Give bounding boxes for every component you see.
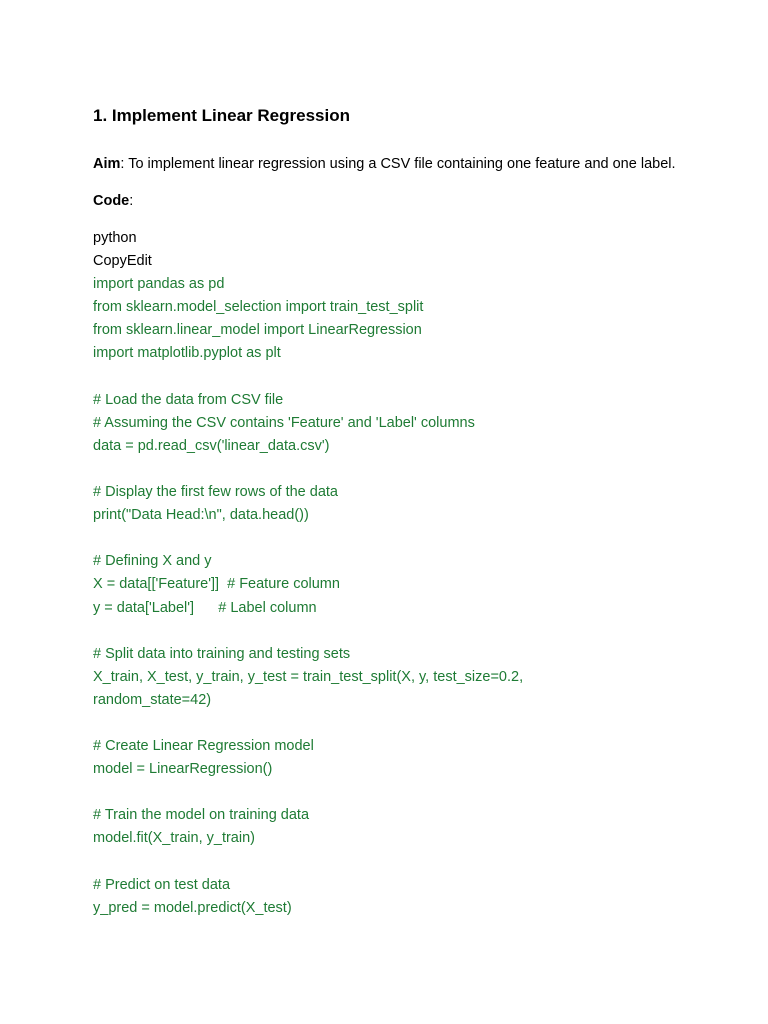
code-line: data = pd.read_csv('linear_data.csv') (93, 437, 330, 454)
code-heading (93, 190, 708, 213)
code-language-label: CopyEdit (93, 253, 152, 270)
code-blank-line (93, 366, 708, 389)
code-line: # Train the model on training data (93, 807, 310, 824)
code-line: # Predict on test data (93, 876, 231, 893)
code-line: from sklearn.linear_model import LinearRegression (93, 322, 422, 339)
code-line: X_train, X_test, y_train, y_test = train_test_split(X, y, test_size=0.2, (93, 668, 524, 685)
code-line: y = data['Label'] # Label column (93, 599, 317, 616)
code-line: random_state=42) (93, 691, 212, 708)
code-line: # Create Linear Regression model (93, 738, 314, 755)
code-line: # Display the first few rows of the data (93, 484, 338, 501)
code-line: # Assuming the CSV contains 'Feature' and 'Label' columns (93, 414, 475, 431)
code-line: X = data[['Feature']] # Feature column (93, 576, 340, 593)
section-title: 1. Implement Linear Regression (93, 106, 350, 125)
code-blank-line (93, 620, 708, 643)
code-listing (93, 227, 708, 920)
code-line: model.fit(X_train, y_train) (93, 830, 255, 847)
code-blank-line (93, 458, 708, 481)
code-language-label: python (93, 230, 137, 246)
code-label-suffix: : (129, 193, 134, 209)
code-line: y_pred = model.predict(X_test) (93, 899, 292, 916)
code-line: # Split data into training and testing sets (93, 645, 351, 662)
code-label: Code (93, 193, 130, 209)
code-blank-line (93, 527, 708, 550)
aim-text: : To implement linear regression using a CSV file containing one feature and one label. (120, 156, 676, 172)
code-line: print("Data Head:\n", data.head()) (93, 507, 309, 524)
code-line: # Load the data from CSV file (93, 391, 284, 408)
code-line: import matplotlib.pyplot as plt (93, 345, 281, 362)
aim-paragraph (93, 153, 708, 176)
aim-label: Aim (93, 156, 121, 172)
code-blank-line (93, 781, 708, 804)
code-blank-line (93, 712, 708, 735)
code-line: from sklearn.model_selection import train_test_split (93, 299, 424, 316)
code-blank-line (93, 851, 708, 874)
code-line: model = LinearRegression() (93, 761, 273, 778)
code-line: # Defining X and y (93, 553, 212, 570)
code-line: import pandas as pd (93, 276, 225, 293)
